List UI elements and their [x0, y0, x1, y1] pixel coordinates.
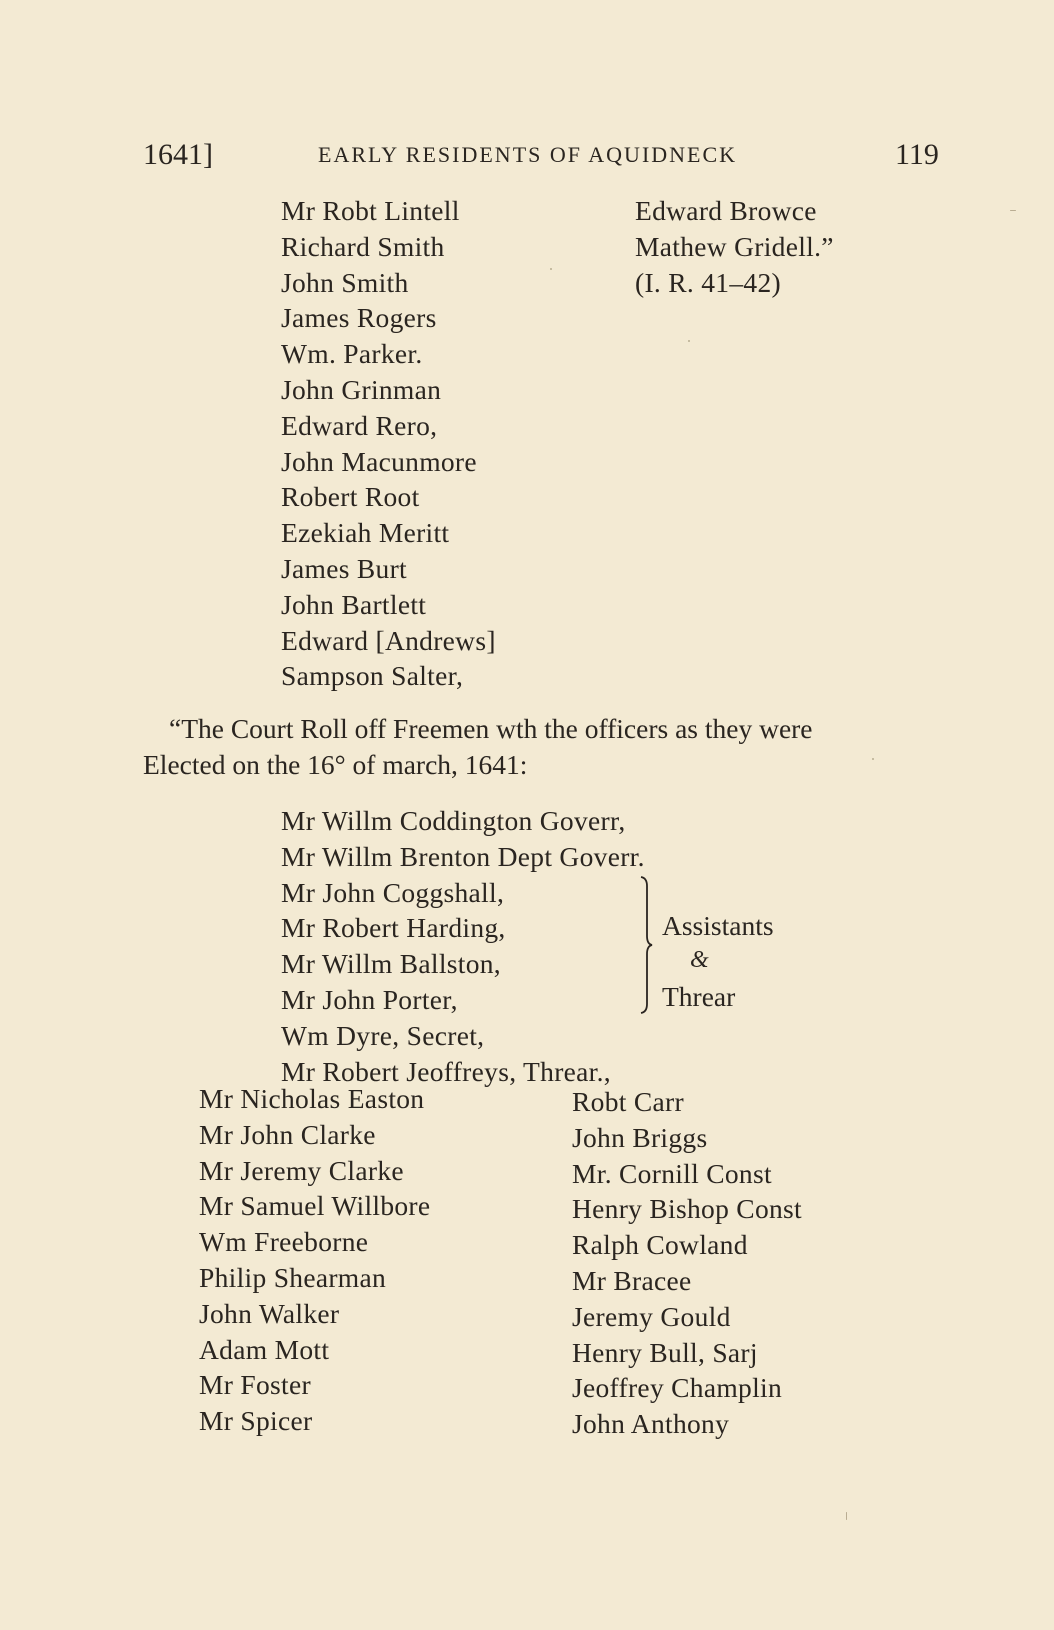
- list-item: Mr John Porter,: [281, 983, 458, 1015]
- top-left-name-list: [281, 193, 496, 694]
- list-item: John Walker: [199, 1297, 340, 1329]
- list-item: James Rogers: [281, 302, 437, 334]
- page-number: 119: [895, 138, 939, 171]
- paragraph-line: “The Court Roll off Freemen wth the officers as they were: [169, 713, 813, 744]
- list-item: James Burt: [281, 552, 407, 584]
- list-item: Wm. Parker.: [281, 338, 423, 370]
- list-item: John Smith: [281, 266, 409, 298]
- list-item: Mr Spicer: [199, 1405, 313, 1437]
- citation: (I. R. 41–42): [635, 266, 781, 298]
- list-item: Henry Bull, Sarj: [572, 1336, 758, 1368]
- list-item: Mr John Clarke: [199, 1118, 376, 1150]
- list-item: Mr Jeremy Clarke: [199, 1154, 404, 1186]
- list-item: Richard Smith: [281, 230, 445, 262]
- list-item: Mr. Cornill Const: [572, 1157, 772, 1189]
- running-header: [143, 138, 943, 178]
- list-item: Mr Robert Jeoffreys, Threar.,: [281, 1055, 611, 1087]
- list-item: John Anthony: [572, 1408, 730, 1440]
- list-item: Robert Root: [281, 481, 420, 513]
- list-item: Mathew Gridell.”: [635, 230, 834, 262]
- brace-label: Assistants: [662, 910, 774, 941]
- list-item: Adam Mott: [199, 1333, 330, 1365]
- paper-speck: [550, 268, 552, 270]
- list-item: Ezekiah Meritt: [281, 517, 450, 549]
- list-item: Sampson Salter,: [281, 660, 464, 692]
- list-item: Edward [Andrews]: [281, 624, 496, 656]
- list-item: Philip Shearman: [199, 1261, 387, 1293]
- list-item: Mr Willm Brenton Dept Goverr.: [281, 840, 645, 872]
- list-item: John Grinman: [281, 373, 442, 405]
- paper-speck: [872, 758, 874, 760]
- brace-label: &: [690, 947, 709, 973]
- list-item: Mr Bracee: [572, 1264, 692, 1296]
- list-item: Wm Freeborne: [199, 1226, 369, 1258]
- list-item: Jeremy Gould: [572, 1300, 731, 1332]
- officers-list: [281, 803, 645, 1089]
- list-item: Mr Willm Ballston,: [281, 948, 501, 980]
- paper-speck: [846, 1512, 847, 1520]
- paragraph-line: Elected on the 16° of march, 1641:: [143, 748, 528, 780]
- list-item: Edward Rero,: [281, 409, 438, 441]
- list-item: Mr Samuel Willbore: [199, 1190, 431, 1222]
- list-item: Mr Foster: [199, 1369, 311, 1401]
- list-item: Henry Bishop Const: [572, 1193, 802, 1225]
- header-year: 1641]: [143, 138, 213, 171]
- header-title: EARLY RESIDENTS OF AQUIDNECK: [318, 142, 738, 167]
- paper-speck: [688, 340, 690, 342]
- brace-label: Threar: [662, 981, 736, 1012]
- list-item: Mr Willm Coddington Goverr,: [281, 805, 626, 836]
- bottom-left-name-list: [199, 1081, 430, 1439]
- list-item: Edward Browce: [635, 195, 817, 226]
- right-brace-icon: [640, 876, 654, 1014]
- list-item: Mr Robt Lintell: [281, 195, 460, 226]
- list-item: John Briggs: [572, 1121, 708, 1153]
- list-item: Robt Carr: [572, 1086, 684, 1117]
- list-item: Mr John Coggshall,: [281, 876, 505, 908]
- bottom-right-name-list: [572, 1084, 802, 1442]
- list-item: Mr Nicholas Easton: [199, 1083, 425, 1114]
- court-roll-paragraph: [143, 711, 943, 783]
- list-item: John Bartlett: [281, 588, 427, 620]
- list-item: Wm Dyre, Secret,: [281, 1019, 485, 1051]
- list-item: Mr Robert Harding,: [281, 912, 506, 944]
- list-item: Jeoffrey Champlin: [572, 1372, 783, 1404]
- list-item: John Macunmore: [281, 445, 477, 477]
- top-right-name-list: [635, 193, 834, 300]
- list-item: Ralph Cowland: [572, 1229, 748, 1261]
- paper-speck: [1010, 210, 1016, 211]
